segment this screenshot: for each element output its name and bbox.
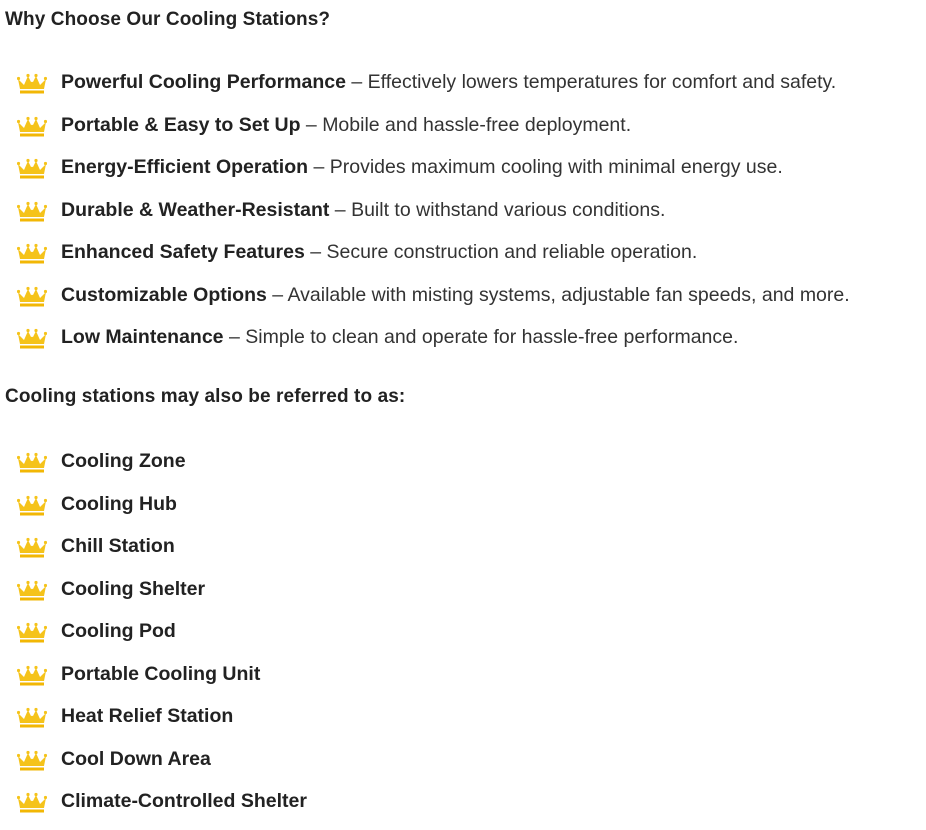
item-term: Enhanced Safety Features bbox=[61, 241, 305, 263]
item-term: Durable & Weather-Resistant bbox=[61, 198, 330, 221]
list-item bbox=[0, 786, 926, 829]
item-term: Cooling Hub bbox=[61, 492, 177, 515]
item-term: Energy-Efficient Operation bbox=[61, 156, 309, 178]
list-item bbox=[0, 110, 926, 153]
item-text bbox=[61, 282, 850, 308]
item-term: Customizable Options bbox=[61, 283, 267, 306]
crown-icon bbox=[17, 791, 47, 813]
item-separator: – bbox=[313, 156, 325, 178]
list-item bbox=[0, 446, 926, 489]
crown-icon bbox=[17, 242, 47, 264]
list-item bbox=[0, 574, 926, 617]
crown-icon bbox=[17, 621, 47, 643]
item-term: Chill Station bbox=[61, 535, 175, 557]
crown-icon bbox=[17, 115, 47, 137]
item-term: Cool Down Area bbox=[61, 747, 211, 770]
features-list bbox=[0, 67, 926, 365]
section-title-also-referred: Cooling stations may also be referred to as: bbox=[5, 386, 406, 407]
list-item bbox=[0, 659, 926, 702]
list-item bbox=[0, 616, 926, 659]
item-term: Cooling Zone bbox=[61, 450, 186, 472]
item-separator: – bbox=[228, 326, 240, 348]
crown-icon bbox=[17, 664, 47, 686]
alternate-names-list bbox=[0, 446, 926, 829]
item-text bbox=[61, 197, 665, 223]
item-description: Effectively lowers temperatures for comfort and safety. bbox=[367, 71, 837, 93]
crown-icon bbox=[17, 579, 47, 601]
list-item bbox=[0, 237, 926, 280]
crown-icon bbox=[17, 494, 47, 516]
crown-icon bbox=[17, 536, 47, 558]
list-item bbox=[0, 744, 926, 787]
item-term: Cooling Pod bbox=[61, 620, 176, 642]
item-term: Cooling Shelter bbox=[61, 577, 206, 600]
item-description: Secure construction and reliable operation. bbox=[326, 241, 698, 263]
list-item bbox=[0, 195, 926, 238]
item-separator: – bbox=[351, 71, 363, 93]
list-item bbox=[0, 322, 926, 365]
item-term: Powerful Cooling Performance bbox=[61, 71, 346, 93]
item-description: Available with misting systems, adjustable fan speeds, and more. bbox=[287, 283, 850, 306]
crown-icon bbox=[17, 200, 47, 222]
item-term: Portable & Easy to Set Up bbox=[61, 113, 301, 136]
crown-icon bbox=[17, 157, 47, 179]
list-item bbox=[0, 152, 926, 195]
crown-icon bbox=[17, 451, 47, 473]
item-separator: – bbox=[310, 241, 322, 263]
list-item bbox=[0, 531, 926, 574]
item-separator: – bbox=[334, 198, 346, 221]
item-term: Portable Cooling Unit bbox=[61, 662, 261, 685]
list-item bbox=[0, 280, 926, 323]
crown-icon bbox=[17, 749, 47, 771]
item-description: Mobile and hassle-free deployment. bbox=[322, 113, 632, 136]
item-term: Heat Relief Station bbox=[61, 705, 234, 727]
section-title-why-choose: Why Choose Our Cooling Stations? bbox=[5, 9, 331, 30]
list-item bbox=[0, 67, 926, 110]
item-text bbox=[61, 69, 836, 95]
item-text bbox=[61, 154, 783, 180]
item-term: Low Maintenance bbox=[61, 326, 224, 348]
item-separator: – bbox=[272, 283, 284, 306]
list-item bbox=[0, 489, 926, 532]
item-term: Climate-Controlled Shelter bbox=[61, 790, 307, 812]
item-text bbox=[61, 112, 631, 138]
item-description: Simple to clean and operate for hassle-free performance. bbox=[245, 326, 739, 348]
crown-icon bbox=[17, 285, 47, 307]
list-item bbox=[0, 701, 926, 744]
crown-icon bbox=[17, 327, 47, 349]
item-text bbox=[61, 324, 738, 350]
item-separator: – bbox=[305, 113, 317, 136]
item-description: Built to withstand various conditions. bbox=[351, 198, 666, 221]
item-text bbox=[61, 239, 697, 265]
item-description: Provides maximum cooling with minimal energy use. bbox=[329, 156, 783, 178]
crown-icon bbox=[17, 72, 47, 94]
crown-icon bbox=[17, 706, 47, 728]
